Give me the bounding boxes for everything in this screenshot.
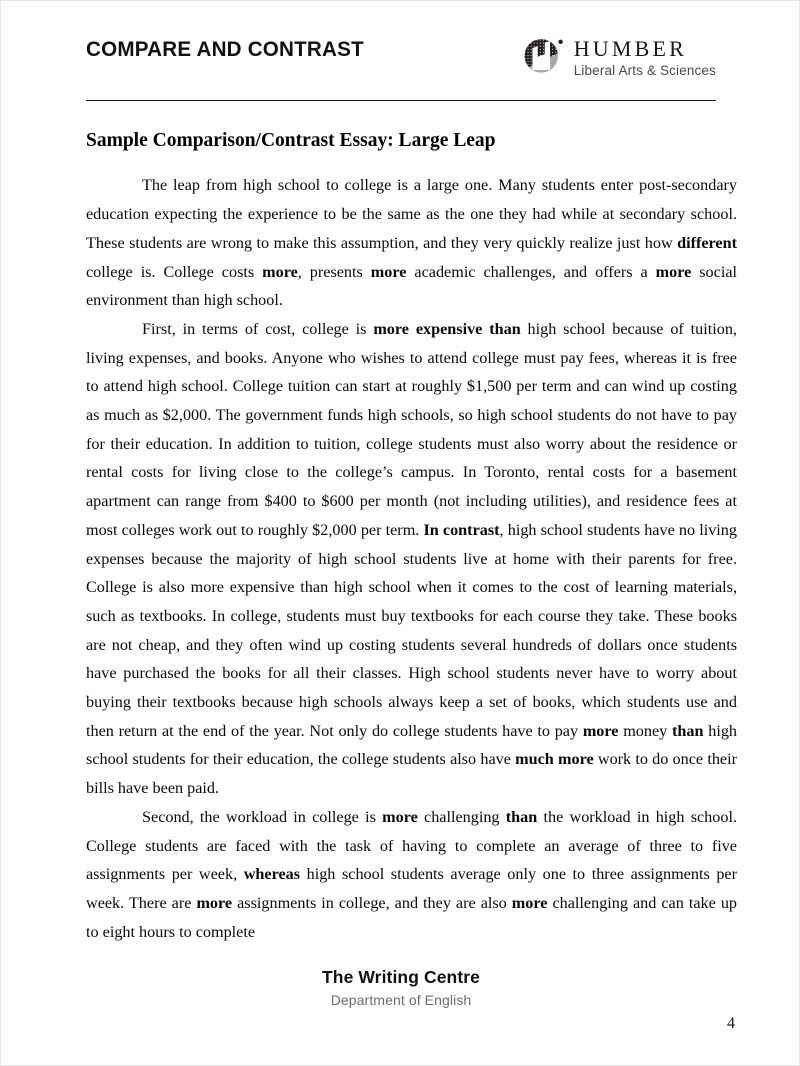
humber-circle-icon	[521, 33, 565, 77]
page-footer	[1, 966, 800, 1010]
footer-title: The Writing Centre	[321, 967, 480, 987]
page-header	[86, 31, 716, 93]
page-title: COMPARE AND CONTRAST	[86, 37, 364, 61]
paragraph-cost: First, in terms of cost, college is more expensive than high school because of tuition, living expenses, and books. Anyone who wishes to attend college must pay fees, whereas it is free to attend high school. College tuition can start at roughly $1,500 per term and can wind up costing as much as $2,000. The government funds high schools, so high school students do not have to pay for their education. In addition to tuition, college students must also worry about the residence or rental costs for living close to the college’s campus. In Toronto, rental costs for a basement apartment can range from $400 to $600 per month (not including utilities), and residence fees at most colleges work out to roughly $2,000 per term. In contrast, high school students have no living expenses because the majority of high school students live at home with their parents for free. College is also more expensive than high school when it comes to the cost of learning materials, such as textbooks. In college, students must buy textbooks for each course they take. These books are not cheap, and they often wind up costing students several hundreds of dollars once students have purchased the books for all their classes. High school students never have to worry about buying their textbooks because high schools always keep a set of books, which students use and then return at the end of the year. Not only do college students have to pay more money than high school students for their education, the college students also have much more work to do once their bills have been paid.	[86, 319, 738, 798]
document-body	[86, 129, 737, 946]
page-number: 4	[727, 1015, 735, 1032]
humber-logo	[521, 33, 716, 80]
footer-subtitle: Department of English	[330, 991, 472, 1008]
essay-title: Sample Comparison/Contrast Essay: Large Leap	[86, 130, 496, 151]
humber-wordmark	[574, 33, 716, 80]
paragraph-intro: The leap from high school to college is a large one. Many students enter post-secondary education expecting the experience to be the same as the one they had while at secondary school. These students are wrong to make this assumption, and they very quickly realize just how different college is. College costs more, presents more academic challenges, and offers a more social environment than high school.	[86, 176, 738, 310]
header-divider	[86, 100, 716, 101]
paragraph-workload: Second, the workload in college is more challenging than the workload in high school. College students are faced with the task of having to complete an average of three to five assignments per week, whereas high school students average only one to three assignments per week. There are more assignments in college, and they are also more challenging and can take up to eight hours to complete	[86, 807, 738, 941]
brand-name: HUMBER	[573, 36, 688, 61]
brand-tagline: Liberal Arts & Sciences	[573, 63, 716, 79]
